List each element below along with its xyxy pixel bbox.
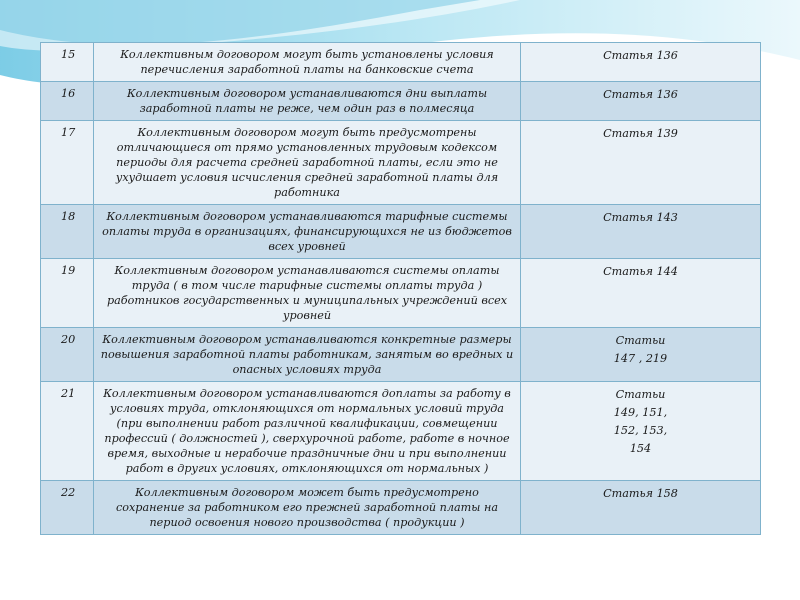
row-number: 20 [41, 328, 94, 382]
row-number: 17 [41, 121, 94, 205]
row-number: 21 [41, 382, 94, 481]
articles-table [40, 42, 761, 535]
article-line: 147 , 219 [613, 352, 668, 365]
table-row [41, 481, 761, 535]
provision-text: Коллективным договором могут быть предусмотрены отличающиеся от прямо установленных трудовым кодексом периоды для расчета средней заработной платы, если это не ухудшает условия исчисления средней заработной платы для работника [94, 121, 521, 205]
article-reference [521, 481, 761, 535]
table-row [41, 328, 761, 382]
article-line: Статьи [615, 334, 666, 347]
article-line: 149, 151, [613, 406, 668, 419]
article-line: Статья 158 [603, 487, 678, 500]
provision-text: Коллективным договором устанавливаются доплаты за работу в условиях труда, отклоняющихся от нормальных условий труда (при выполнении работ различной квалификации, совмещении профессий ( должностей ), сверхурочной работе, работе в ночное время, выходные и нерабочие праздничные дни и при выполнении работ в других условиях, отклоняющихся от нормальных ) [94, 382, 521, 481]
article-line: Статья 136 [603, 49, 678, 62]
row-number: 16 [41, 82, 94, 121]
article-line: Статья 143 [603, 211, 678, 224]
row-number: 18 [41, 205, 94, 259]
article-line: Статьи [615, 388, 666, 401]
row-number: 19 [41, 259, 94, 328]
table-row [41, 259, 761, 328]
article-line: 152, 153, [613, 424, 668, 437]
provision-text: Коллективным договором может быть предусмотрено сохранение за работником его прежней заработной платы на период освоения нового производства ( продукции ) [94, 481, 521, 535]
article-reference [521, 382, 761, 481]
table-row [41, 205, 761, 259]
provision-text: Коллективным договором устанавливаются дни выплаты заработной платы не реже, чем один раз в полмесяца [94, 82, 521, 121]
article-line: Статья 136 [603, 88, 678, 101]
provision-text: Коллективным договором устанавливаются системы оплаты труда ( в том числе тарифные системы оплаты труда ) работников государственных и муниципальных учреждений всех уровней [94, 259, 521, 328]
provision-text: Коллективным договором устанавливаются тарифные системы оплаты труда в организациях, финансирующихся не из бюджетов всех уровней [94, 205, 521, 259]
article-reference [521, 205, 761, 259]
provision-text: Коллективным договором устанавливаются конкретные размеры повышения заработной платы работникам, занятым во вредных и опасных условиях труда [94, 328, 521, 382]
table-row [41, 82, 761, 121]
article-reference [521, 259, 761, 328]
provision-text: Коллективным договором могут быть установлены условия перечисления заработной платы на банковские счета [94, 43, 521, 82]
row-number: 15 [41, 43, 94, 82]
table-row [41, 43, 761, 82]
article-line: Статья 144 [603, 265, 678, 278]
table-row [41, 121, 761, 205]
table-row [41, 382, 761, 481]
article-reference [521, 121, 761, 205]
article-reference [521, 43, 761, 82]
article-reference [521, 328, 761, 382]
article-line: Статья 139 [603, 127, 678, 140]
article-line: 154 [629, 442, 652, 455]
row-number: 22 [41, 481, 94, 535]
article-reference [521, 82, 761, 121]
